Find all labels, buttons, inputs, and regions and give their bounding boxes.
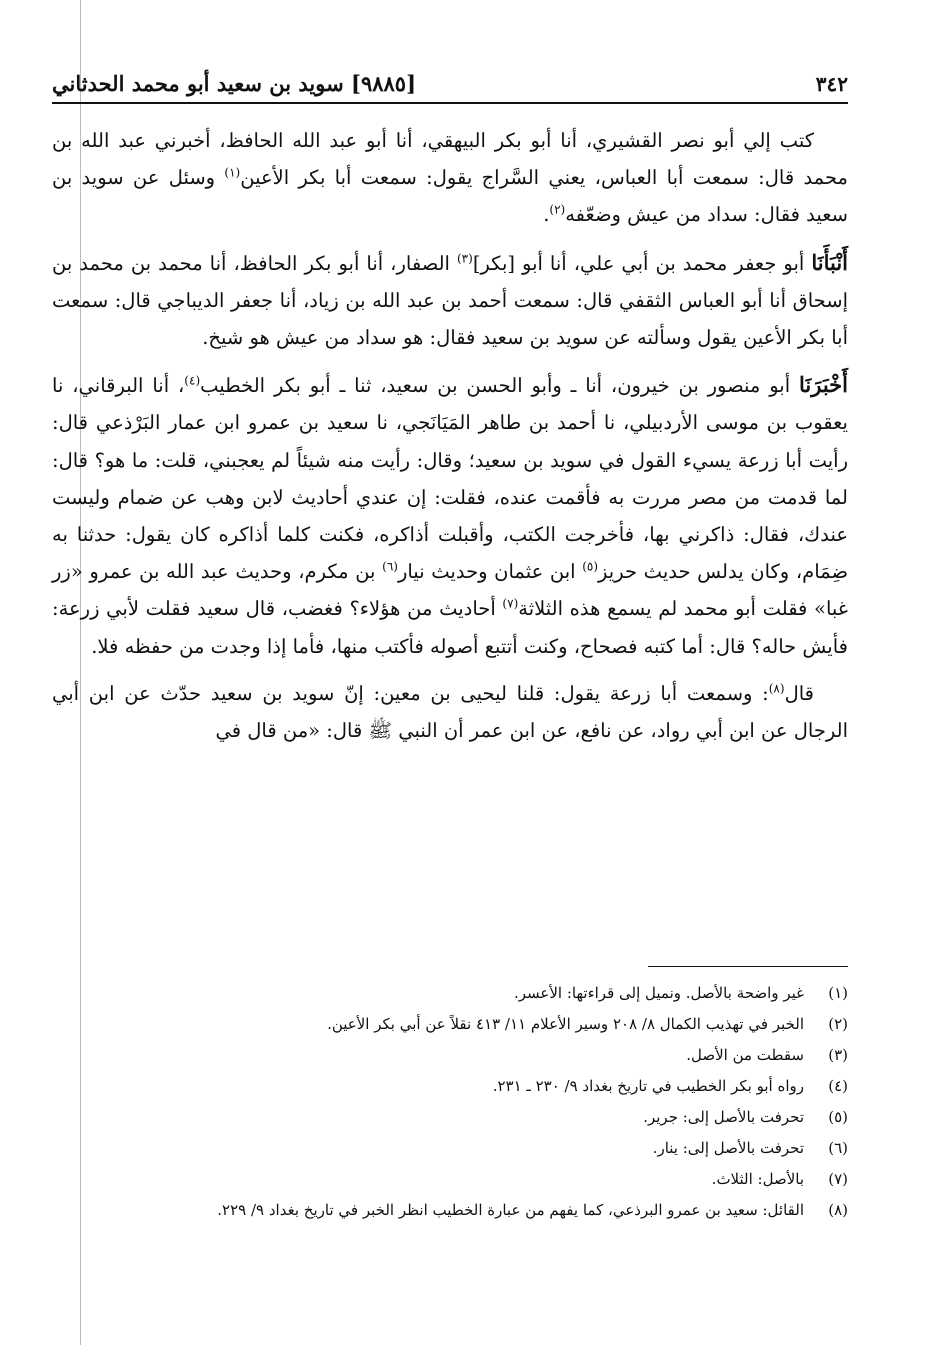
paragraph xyxy=(52,366,848,665)
text-run: قال xyxy=(784,681,814,705)
text-run: بن مكرم، وحديث عبد الله بن عمرو «زر غبا» فقلت أبو محمد لم يسمع هذه الثلاثة xyxy=(52,560,848,621)
footnote-item xyxy=(52,1040,848,1071)
text-run: : وسمعت أبا زرعة يقول: قلنا ليحيى بن معين: إنّ سويد بن سعيد حدّث عن ابن أبي الرجال عن ابن أبي رواد، عن نافع، عن ابن عمر أن النبي ﷺ قال: «من قال في xyxy=(52,681,848,743)
footnote-number: (٤) xyxy=(828,1077,848,1095)
footnote-ref: (٤) xyxy=(184,373,201,388)
footnote-ref: (٣) xyxy=(456,251,473,266)
footnote-item xyxy=(52,1009,848,1040)
isnad-lead-word: أَخْبَرَنَا xyxy=(799,372,848,398)
footnote-text: بالأصل: الثلاث. xyxy=(711,1170,804,1188)
footnote-separator xyxy=(648,966,848,967)
footnote-ref: (٨) xyxy=(768,681,785,696)
paragraph xyxy=(52,244,848,357)
footnote-number: (١) xyxy=(828,984,848,1002)
paragraph xyxy=(52,675,848,749)
footnote-text: رواه أبو بكر الخطيب في تاريخ بغداد ٩/ ٢٣٠ ـ ٢٣١. xyxy=(492,1077,804,1095)
footnote-text: القائل: سعيد بن عمرو البرذعي، كما يفهم من عبارة الخطيب انظر الخبر في تاريخ بغداد ٩/ ٢٢٩. xyxy=(217,1201,804,1219)
footnote-text: الخبر في تهذيب الكمال ٨/ ٢٠٨ وسير الأعلام ١١/ ٤١٣ نقلاً عن أبي بكر الأعين. xyxy=(327,1015,804,1033)
text-run: كتب إلي أبو نصر القشيري، أنا أبو بكر البيهقي، أنا أبو عبد الله الحافظ، أخبرني عبد الله بن محمد قال: سمعت أبا العباس، يعني السَّراج يقول: سمعت أبا بكر الأعين xyxy=(52,129,848,190)
footnote-number: (٨) xyxy=(828,1201,848,1219)
text-run: وسئل عن سويد بن سعيد فقال: سداد من عيش وضعّفه xyxy=(52,166,848,227)
footnote-number: (٣) xyxy=(828,1046,848,1064)
footnote-ref: (١) xyxy=(224,165,241,180)
running-title: [٩٨٨٥] سويد بن سعيد أبو محمد الحدثاني xyxy=(52,71,416,96)
text-run: . xyxy=(543,203,550,227)
text-run: أحاديث من هؤلاء؟ فغضب، قال سعيد فقلت لأبي زرعة: فأيش حاله؟ قال: أما كتبه فصحاح، وكنت أتتبع أصوله فأكتب منها، فأما إذا وجدت من حفظه فلا. xyxy=(52,597,848,658)
text-run: ابن عثمان وحديث نيار xyxy=(397,560,583,584)
footnote-text: سقطت من الأصل. xyxy=(686,1046,804,1064)
footnote-ref: (٢) xyxy=(549,202,566,217)
footnote-ref: (٥) xyxy=(582,559,599,574)
footnote-text: تحرفت بالأصل إلى: جرير. xyxy=(643,1108,804,1126)
footnote-item xyxy=(52,1133,848,1164)
text-run: الصفار، أنا أبو بكر الحافظ، أنا محمد بن محمد بن إسحاق أنا أبو العباس الثقفي قال: سمعت أحمد بن عبد الله بن زياد، أنا جعفر الديباجي قال: سمعت أبا بكر الأعين يقول وسألته عن سويد بن سعيد فقال: هو سداد من عيش هو شيخ. xyxy=(52,251,848,350)
footnote-item xyxy=(52,1195,848,1226)
footnote-ref: (٦) xyxy=(382,559,398,574)
footnote-item xyxy=(52,978,848,1009)
footnote-ref: (٧) xyxy=(502,596,519,611)
footnote-item xyxy=(52,1164,848,1195)
footnote-text: تحرفت بالأصل إلى: ينار. xyxy=(652,1139,804,1157)
page-header xyxy=(52,56,848,104)
isnad-lead-word: أَنْبَأَنَا xyxy=(811,249,849,275)
footnote-number: (٢) xyxy=(828,1015,848,1033)
footnote-number: (٧) xyxy=(828,1170,848,1188)
footnote-number: (٦) xyxy=(828,1139,848,1157)
footnote-text: غير واضحة بالأصل. ونميل إلى قراءتها: الأعسر. xyxy=(514,984,804,1002)
text-run: أبو منصور بن خيرون، أنا ـ وأبو الحسن بن سعيد، ثنا ـ أبو بكر الخطيب xyxy=(200,374,800,398)
text-run: أبو جعفر محمد بن أبي علي، أنا أبو [بكر] xyxy=(472,251,812,275)
text-run: ، أنا البرقاني، نا يعقوب بن موسى الأردبيلي، نا أحمد بن طاهر المَيَانَجي، نا سعيد بن عمرو ابن عمار البَرْذعي قال: رأيت أبا زرعة يسيء القول في سويد بن سعيد؛ وقال: رأيت منه شيئاً لم يعجبني، قلت: ما هو؟ قال: لما قدمت من مصر مررت به فأقمت عنده، فقلت: إن عندي أحاديث لابن وهب عن ضمام وليست عندك، فقال: ذاكرني بها، فأخرجت الكتب، وأقبلت أذاكره، فكنت كلما أذاكره كان يقول: حدثنا به ضِمَام، وكان يدلس حديث حريز xyxy=(52,374,849,584)
footnotes xyxy=(52,978,848,1226)
body-text xyxy=(52,122,848,759)
paragraph xyxy=(52,122,848,234)
page-number: ٣٤٢ xyxy=(815,72,848,96)
footnote-number: (٥) xyxy=(828,1108,848,1126)
footnote-item xyxy=(52,1102,848,1133)
footnote-item xyxy=(52,1071,848,1102)
